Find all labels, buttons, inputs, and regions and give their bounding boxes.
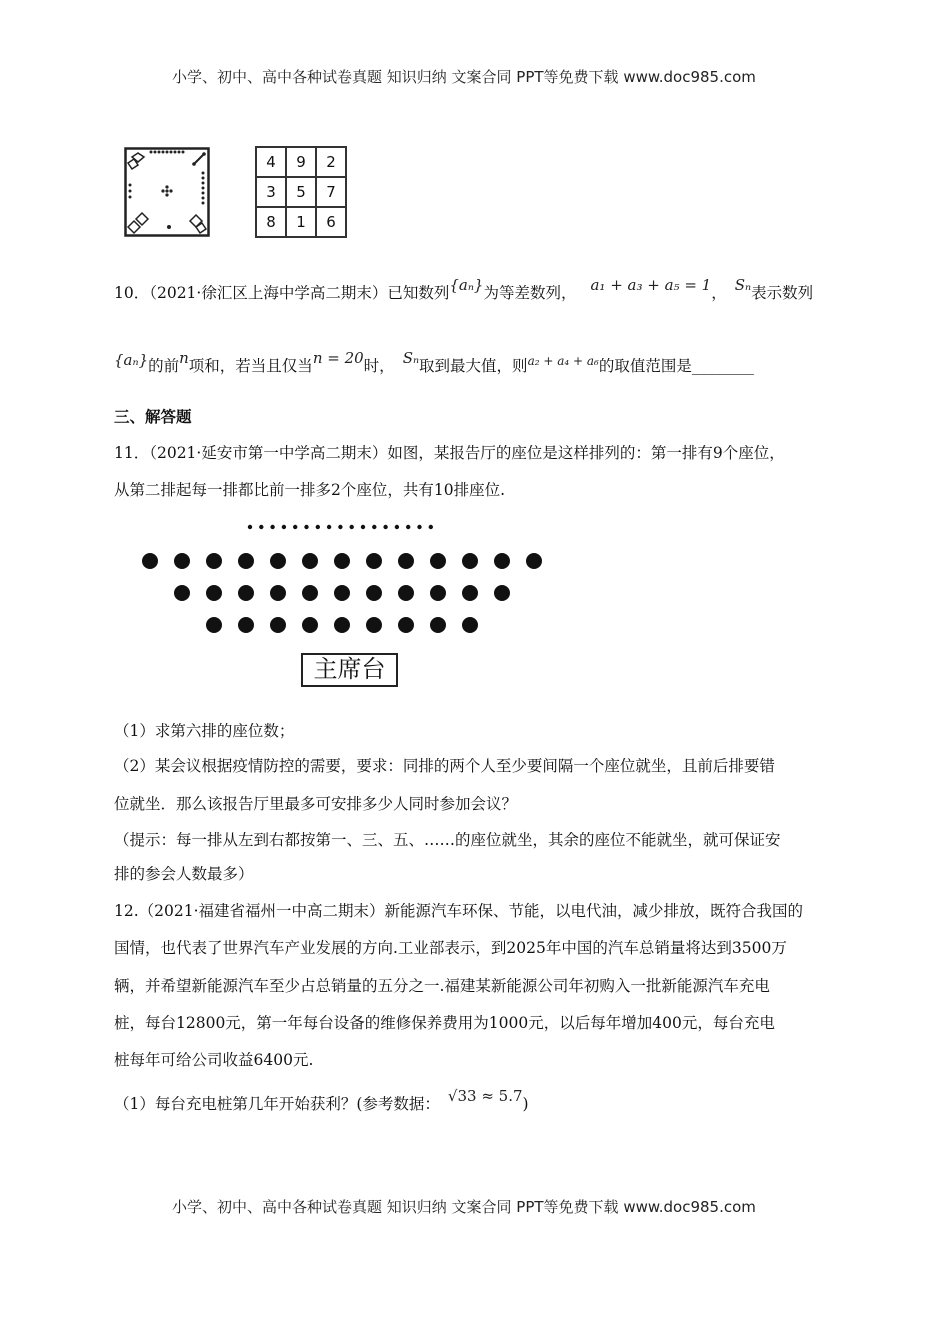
seat-dot bbox=[270, 617, 286, 633]
magic-cell: 4 bbox=[256, 147, 286, 177]
seat-dot-small bbox=[350, 525, 354, 529]
seat-dot-small bbox=[406, 525, 410, 529]
seat-dot bbox=[430, 585, 446, 601]
q10-text: 的前 bbox=[148, 357, 180, 375]
seat-dot bbox=[494, 585, 510, 601]
magic-cell: 6 bbox=[316, 207, 346, 237]
q10-sn: Sₙ bbox=[402, 349, 420, 367]
question-12-line-1: 12.（2021·福建省福州一中高二期末）新能源汽车环保、节能，以电代油，减少排放，既符合我国的 bbox=[114, 902, 804, 920]
seat-dot bbox=[174, 585, 190, 601]
q10-text: 时， bbox=[363, 357, 395, 375]
q10-sn: Sₙ bbox=[734, 276, 752, 294]
q10-text: 取到最大值，则 bbox=[419, 357, 528, 375]
question-12-line-4: 桩，每台12800元，第一年每台设备的维修保养费用为1000元，以后每年增加400元，每台充电 bbox=[114, 1014, 775, 1032]
seat-dot bbox=[302, 553, 318, 569]
page-header: 小学、初中、高中各种试卷真题 知识归纳 文案合同 PPT等免费下载 www.doc985.com bbox=[172, 68, 756, 86]
seat-dot bbox=[526, 553, 542, 569]
seat-dot bbox=[206, 585, 222, 601]
seat-dot bbox=[302, 617, 318, 633]
seat-dot bbox=[366, 585, 382, 601]
seat-dot-small bbox=[270, 525, 274, 529]
seat-dot bbox=[462, 553, 478, 569]
seat-dot-small bbox=[417, 525, 421, 529]
q12-text: （1）每台充电桩第几年开始获利？(参考数据： bbox=[114, 1095, 440, 1113]
seat-dot bbox=[398, 585, 414, 601]
magic-cell: 2 bbox=[316, 147, 346, 177]
question-12-line-2: 国情，也代表了世界汽车产业发展的方向.工业部表示，到2025年中国的汽车总销量将达到3500万 bbox=[114, 939, 787, 957]
seat-dot bbox=[334, 617, 350, 633]
seat-dot bbox=[398, 617, 414, 633]
question-11-hint-line-1: （提示：每一排从左到右都按第一、三、五、……的座位就坐，其余的座位不能就坐，就可保证安 bbox=[114, 831, 781, 849]
seat-dot bbox=[270, 585, 286, 601]
seat-dot bbox=[430, 617, 446, 633]
question-11-hint-line-2: 排的参会人数最多） bbox=[114, 865, 254, 883]
question-11-part-1: （1）求第六排的座位数； bbox=[114, 722, 295, 740]
seat-dot bbox=[142, 553, 158, 569]
q10-text: 为等差数列， bbox=[483, 284, 577, 302]
magic-cell: 7 bbox=[316, 177, 346, 207]
seat-dot-small bbox=[383, 525, 387, 529]
seat-dot-small bbox=[395, 525, 399, 529]
question-10-line-1 bbox=[114, 276, 814, 304]
q12-reference: √33 ≈ 5.7 bbox=[447, 1087, 523, 1105]
magic-cell: 5 bbox=[286, 177, 316, 207]
magic-cell: 8 bbox=[256, 207, 286, 237]
seat-dot-small bbox=[304, 525, 308, 529]
table-row bbox=[256, 177, 346, 207]
seat-dot bbox=[366, 617, 382, 633]
seating-dots bbox=[140, 518, 550, 643]
seat-dot bbox=[366, 553, 382, 569]
seat-dot bbox=[462, 585, 478, 601]
question-12-line-5: 桩每年可给公司收益6400元. bbox=[114, 1051, 314, 1069]
seat-dot-small bbox=[248, 525, 252, 529]
seat-dot bbox=[494, 553, 510, 569]
q10-n-equals: n = 20 bbox=[312, 349, 364, 367]
seat-dot bbox=[238, 585, 254, 601]
q10-n: n bbox=[179, 349, 189, 367]
seat-dot bbox=[174, 553, 190, 569]
table-row bbox=[256, 147, 346, 177]
q10-text: 项和，若当且仅当 bbox=[188, 357, 313, 375]
seat-dot-small bbox=[282, 525, 286, 529]
seat-dot bbox=[462, 617, 478, 633]
seat-dot bbox=[334, 585, 350, 601]
q10-text: 表示数列 bbox=[751, 284, 814, 302]
magic-cell: 3 bbox=[256, 177, 286, 207]
seat-dot-small bbox=[429, 525, 433, 529]
question-11-line-2: 从第二排起每一排都比前一排多2个座位，共有10排座位. bbox=[114, 481, 506, 499]
magic-cell: 1 bbox=[286, 207, 316, 237]
seat-dot-small bbox=[316, 525, 320, 529]
seat-dot-small bbox=[361, 525, 365, 529]
table-row bbox=[256, 207, 346, 237]
section-title: 三、解答题 bbox=[114, 407, 192, 426]
question-12-line-3: 辆，并希望新能源汽车至少占总销量的五分之一.福建某新能源公司年初购入一批新能源汽车充电 bbox=[114, 977, 770, 995]
q10-condition: a₁ + a₃ + a₅ = 1 bbox=[590, 276, 712, 294]
question-11-part-2-line-1: （2）某会议根据疫情防控的需要，要求：同排的两个人至少要间隔一个座位就坐，且前后排要错 bbox=[114, 757, 775, 775]
podium-label: 主席台 bbox=[301, 653, 398, 687]
question-11-line-1: 11．（2021·延安市第一中学高二期末）如图，某报告厅的座位是这样排列的：第一排有9个座位， bbox=[114, 444, 785, 462]
page-footer: 小学、初中、高中各种试卷真题 知识归纳 文案合同 PPT等免费下载 www.doc985.com bbox=[172, 1198, 756, 1216]
magic-square-table bbox=[255, 146, 347, 238]
seat-dot-small bbox=[338, 525, 342, 529]
seat-dot bbox=[430, 553, 446, 569]
seat-dot-small bbox=[372, 525, 376, 529]
seat-dot-small bbox=[293, 525, 297, 529]
seat-dot bbox=[238, 617, 254, 633]
q10-seq: {aₙ} bbox=[114, 351, 149, 369]
seat-dot bbox=[398, 553, 414, 569]
q10-expression: a₂ + a₄ + a₆ bbox=[527, 354, 599, 368]
seat-dot-small bbox=[327, 525, 331, 529]
question-11-part-2-line-2: 位就坐．那么该报告厅里最多可安排多少人同时参加会议？ bbox=[114, 795, 518, 813]
seat-dot bbox=[238, 553, 254, 569]
q10-text: ， bbox=[711, 284, 727, 302]
seat-dot bbox=[334, 553, 350, 569]
q12-text: ) bbox=[522, 1095, 529, 1113]
luoshu-diagram bbox=[124, 147, 210, 237]
seating-diagram bbox=[140, 518, 550, 643]
question-10-line-2 bbox=[114, 349, 754, 378]
seat-dot bbox=[302, 585, 318, 601]
question-12-part-1 bbox=[114, 1087, 529, 1115]
seat-dot bbox=[206, 553, 222, 569]
seat-dot-small bbox=[259, 525, 263, 529]
q10-seq: {aₙ} bbox=[449, 276, 484, 294]
seat-dot bbox=[206, 617, 222, 633]
q10-text: 10．（2021·徐汇区上海中学高二期末）已知数列 bbox=[114, 284, 450, 302]
seat-dot bbox=[270, 553, 286, 569]
magic-cell: 9 bbox=[286, 147, 316, 177]
q10-text: 的取值范围是________ bbox=[598, 357, 754, 375]
